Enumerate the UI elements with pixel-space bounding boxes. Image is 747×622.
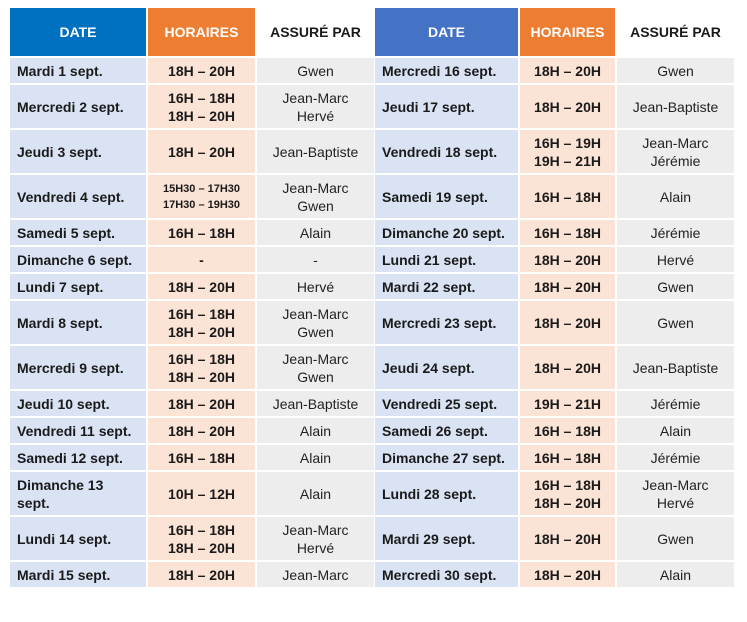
date-cell (375, 517, 518, 560)
assure-par-cell-line: Jean-Marc (282, 566, 349, 583)
date-cell-line: Mercredi 2 sept. (17, 98, 124, 115)
date-cell-line: Jeudi 17 sept. (382, 98, 475, 115)
date-cell (10, 301, 146, 344)
horaires-cell-line: 16H – 18H (168, 350, 235, 367)
date-cell (10, 562, 146, 587)
horaires-cell-line: 19H – 21H (534, 152, 601, 169)
horaires-cell (520, 418, 615, 443)
date-cell-line: Dimanche 20 sept. (382, 224, 505, 241)
horaires-cell (520, 391, 615, 416)
date-cell (375, 175, 518, 218)
horaires-cell-line: 18H – 20H (168, 143, 235, 160)
assure-par-cell (257, 445, 374, 470)
date-cell-line: Lundi 21 sept. (382, 251, 477, 268)
assure-par-cell (257, 472, 374, 515)
date-cell (375, 472, 518, 515)
assure-par-cell-line: Alain (299, 224, 332, 241)
table-row (10, 220, 374, 245)
date-cell-line: sept. (17, 494, 50, 511)
assure-par-cell (617, 220, 734, 245)
header-date: DATE (10, 8, 146, 56)
horaires-cell (520, 85, 615, 128)
assure-par-cell-line: Alain (299, 449, 332, 466)
table-row (375, 391, 734, 416)
date-cell (375, 562, 518, 587)
date-cell-line: Mardi 29 sept. (382, 530, 476, 547)
assure-par-cell-line: Gwen (657, 62, 694, 79)
assure-par-cell (617, 301, 734, 344)
assure-par-cell-line: Jean-Marc (282, 350, 349, 367)
date-cell (10, 517, 146, 560)
horaires-cell-line: 18H – 20H (534, 62, 601, 79)
table-row (375, 346, 734, 389)
date-cell-line: Samedi 26 sept. (382, 422, 488, 439)
horaires-cell (520, 130, 615, 173)
horaires-cell (520, 274, 615, 299)
assure-par-cell (617, 391, 734, 416)
table-row (10, 85, 374, 128)
horaires-cell-line: 16H – 18H (534, 476, 601, 493)
assure-par-cell (257, 562, 374, 587)
horaires-cell (148, 130, 255, 173)
horaires-cell (520, 175, 615, 218)
date-cell-line: Mercredi 9 sept. (17, 359, 124, 376)
header-assure-par: ASSURÉ PAR (617, 8, 734, 56)
date-cell (10, 220, 146, 245)
assure-par-cell (617, 472, 734, 515)
assure-par-cell-line: Hervé (296, 539, 335, 556)
table-body-right (375, 58, 734, 587)
horaires-cell (148, 301, 255, 344)
date-cell-line: Vendredi 4 sept. (17, 188, 125, 205)
assure-par-cell-line: Gwen (297, 368, 334, 385)
assure-par-cell-line: Jérémie (650, 395, 701, 412)
table-row (375, 85, 734, 128)
header-date: DATE (375, 8, 518, 56)
date-cell (375, 220, 518, 245)
horaires-cell-line: 18H – 20H (534, 278, 601, 295)
horaires-cell (520, 517, 615, 560)
horaires-cell (148, 418, 255, 443)
assure-par-cell-line: Jean-Marc (282, 89, 349, 106)
schedule-table-left (8, 6, 376, 589)
assure-par-cell-line: Alain (659, 566, 692, 583)
horaires-cell (148, 472, 255, 515)
assure-par-cell-line: Jean-Baptiste (632, 359, 719, 376)
assure-par-cell (617, 445, 734, 470)
date-cell-line: Lundi 14 sept. (17, 530, 112, 547)
date-cell (10, 346, 146, 389)
assure-par-cell (257, 391, 374, 416)
assure-par-cell (617, 85, 734, 128)
assure-par-cell-line: - (313, 251, 318, 268)
header-horaires: HORAIRES (148, 8, 255, 56)
horaires-cell-line: 16H – 18H (168, 449, 235, 466)
horaires-cell (148, 445, 255, 470)
table-row (375, 58, 734, 83)
assure-par-cell (257, 85, 374, 128)
horaires-cell-line: 18H – 20H (534, 251, 601, 268)
table-row (10, 274, 374, 299)
date-cell (10, 58, 146, 83)
date-cell (375, 274, 518, 299)
assure-par-cell (617, 418, 734, 443)
horaires-cell-line: 16H – 18H (168, 224, 235, 241)
date-cell (10, 418, 146, 443)
horaires-cell (520, 301, 615, 344)
assure-par-cell-line: Alain (299, 485, 332, 502)
table-row (375, 445, 734, 470)
horaires-cell-line: 17H30 – 19H30 (162, 198, 241, 211)
horaires-cell-line: 16H – 18H (168, 89, 235, 106)
assure-par-cell-line: Alain (659, 422, 692, 439)
horaires-cell-line: 18H – 20H (168, 422, 235, 439)
date-cell (375, 85, 518, 128)
date-cell-line: Vendredi 11 sept. (17, 422, 132, 439)
horaires-cell (148, 220, 255, 245)
assure-par-cell (257, 418, 374, 443)
horaires-cell-line: 16H – 18H (168, 305, 235, 322)
horaires-cell-line: 16H – 18H (534, 449, 601, 466)
table-row (10, 301, 374, 344)
date-cell-line: Dimanche 13 (17, 476, 104, 493)
date-cell (375, 247, 518, 272)
horaires-cell-line: 18H – 20H (534, 314, 601, 331)
date-cell (10, 445, 146, 470)
assure-par-cell (617, 58, 734, 83)
assure-par-cell (257, 130, 374, 173)
assure-par-cell-line: Hervé (656, 251, 695, 268)
horaires-cell (148, 85, 255, 128)
assure-par-cell (257, 220, 374, 245)
table-row (10, 247, 374, 272)
horaires-cell-line: 18H – 20H (168, 278, 235, 295)
date-cell (375, 346, 518, 389)
assure-par-cell-line: Hervé (296, 278, 335, 295)
assure-par-cell-line: Gwen (657, 314, 694, 331)
horaires-cell (148, 58, 255, 83)
assure-par-cell (617, 274, 734, 299)
table-row (375, 418, 734, 443)
horaires-cell-line: 18H – 20H (168, 107, 235, 124)
assure-par-cell-line: Gwen (297, 62, 334, 79)
horaires-cell (148, 391, 255, 416)
date-cell (375, 58, 518, 83)
horaires-cell-line: 19H – 21H (534, 395, 601, 412)
header-row (10, 8, 374, 56)
assure-par-cell-line: Jean-Baptiste (632, 98, 719, 115)
date-cell-line: Mardi 22 sept. (382, 278, 476, 295)
assure-par-cell-line: Jean-Marc (282, 179, 349, 196)
horaires-cell (520, 445, 615, 470)
table-row (375, 562, 734, 587)
horaires-cell (520, 247, 615, 272)
assure-par-cell-line: Jean-Baptiste (272, 143, 359, 160)
date-cell-line: Samedi 5 sept. (17, 224, 116, 241)
assure-par-cell-line: Hervé (296, 107, 335, 124)
horaires-cell (520, 220, 615, 245)
date-cell-line: Mardi 8 sept. (17, 314, 103, 331)
date-cell-line: Mercredi 30 sept. (382, 566, 497, 583)
table-row (375, 130, 734, 173)
horaires-cell-line: 18H – 20H (168, 323, 235, 340)
horaires-cell-line: - (199, 251, 204, 268)
assure-par-cell-line: Jean-Marc (642, 134, 709, 151)
table-row (375, 472, 734, 515)
horaires-cell (148, 274, 255, 299)
table-row (10, 445, 374, 470)
date-cell-line: Dimanche 27 sept. (382, 449, 505, 466)
date-cell (10, 247, 146, 272)
assure-par-cell (257, 175, 374, 218)
date-cell (10, 130, 146, 173)
assure-par-cell (257, 301, 374, 344)
date-cell (10, 274, 146, 299)
table-row (10, 472, 374, 515)
table-row (10, 130, 374, 173)
horaires-cell (148, 517, 255, 560)
table-row (10, 175, 374, 218)
date-cell-line: Mardi 1 sept. (17, 62, 103, 79)
horaires-cell-line: 18H – 20H (534, 359, 601, 376)
assure-par-cell (617, 175, 734, 218)
horaires-cell (520, 58, 615, 83)
assure-par-cell-line: Alain (659, 188, 692, 205)
assure-par-cell-line: Alain (299, 422, 332, 439)
assure-par-cell (257, 346, 374, 389)
date-cell-line: Jeudi 24 sept. (382, 359, 475, 376)
table-row (375, 301, 734, 344)
table-row (10, 58, 374, 83)
assure-par-cell (617, 247, 734, 272)
table-row (10, 391, 374, 416)
horaires-cell (520, 562, 615, 587)
table-row (375, 274, 734, 299)
horaires-cell-line: 18H – 20H (168, 539, 235, 556)
table-row (375, 220, 734, 245)
horaires-cell-line: 18H – 20H (168, 395, 235, 412)
horaires-cell-line: 16H – 18H (534, 188, 601, 205)
assure-par-cell-line: Gwen (657, 278, 694, 295)
date-cell-line: Mardi 15 sept. (17, 566, 111, 583)
assure-par-cell (257, 247, 374, 272)
assure-par-cell-line: Jérémie (650, 449, 701, 466)
date-cell-line: Jeudi 10 sept. (17, 395, 110, 412)
table-row (10, 562, 374, 587)
horaires-cell-line: 16H – 18H (168, 521, 235, 538)
assure-par-cell (257, 517, 374, 560)
assure-par-cell-line: Jean-Baptiste (272, 395, 359, 412)
horaires-cell-line: 18H – 20H (534, 566, 601, 583)
date-cell-line: Vendredi 25 sept. (382, 395, 498, 412)
date-cell (375, 301, 518, 344)
horaires-cell-line: 16H – 18H (534, 422, 601, 439)
horaires-cell-line: 16H – 18H (534, 224, 601, 241)
date-cell-line: Lundi 28 sept. (382, 485, 477, 502)
horaires-cell (148, 346, 255, 389)
horaires-cell-line: 15H30 – 17H30 (162, 182, 241, 195)
horaires-cell (520, 346, 615, 389)
table-row (375, 247, 734, 272)
assure-par-cell (257, 274, 374, 299)
date-cell-line: Lundi 7 sept. (17, 278, 104, 295)
table-row (375, 517, 734, 560)
table-body-left (10, 58, 374, 587)
assure-par-cell-line: Jean-Marc (642, 476, 709, 493)
horaires-cell-line: 18H – 20H (534, 98, 601, 115)
header-row (375, 8, 734, 56)
table-row (10, 517, 374, 560)
horaires-cell (148, 247, 255, 272)
date-cell (375, 130, 518, 173)
date-cell-line: Samedi 12 sept. (17, 449, 123, 466)
table-row (10, 346, 374, 389)
horaires-cell-line: 16H – 19H (534, 134, 601, 151)
assure-par-cell-line: Jean-Marc (282, 305, 349, 322)
horaires-cell (148, 562, 255, 587)
assure-par-cell (617, 562, 734, 587)
header-assure-par: ASSURÉ PAR (257, 8, 374, 56)
assure-par-cell-line: Gwen (297, 323, 334, 340)
assure-par-cell (257, 58, 374, 83)
assure-par-cell-line: Jérémie (650, 224, 701, 241)
horaires-cell-line: 18H – 20H (168, 566, 235, 583)
horaires-cell (148, 175, 255, 218)
date-cell (10, 175, 146, 218)
date-cell (375, 445, 518, 470)
horaires-cell-line: 10H – 12H (168, 485, 235, 502)
assure-par-cell (617, 346, 734, 389)
table-row (375, 175, 734, 218)
date-cell (375, 391, 518, 416)
assure-par-cell-line: Jean-Marc (282, 521, 349, 538)
horaires-cell-line: 18H – 20H (534, 494, 601, 511)
horaires-cell-line: 18H – 20H (534, 530, 601, 547)
header-horaires: HORAIRES (520, 8, 615, 56)
horaires-cell-line: 18H – 20H (168, 368, 235, 385)
assure-par-cell (617, 130, 734, 173)
assure-par-cell-line: Gwen (657, 530, 694, 547)
date-cell-line: Jeudi 3 sept. (17, 143, 102, 160)
assure-par-cell-line: Gwen (297, 197, 334, 214)
date-cell-line: Samedi 19 sept. (382, 188, 488, 205)
assure-par-cell (617, 517, 734, 560)
date-cell (375, 418, 518, 443)
schedule-table-right (373, 6, 736, 589)
assure-par-cell-line: Jérémie (650, 152, 701, 169)
horaires-cell-line: 18H – 20H (168, 62, 235, 79)
date-cell-line: Dimanche 6 sept. (17, 251, 133, 268)
date-cell (10, 85, 146, 128)
table-row (10, 418, 374, 443)
date-cell-line: Vendredi 18 sept. (382, 143, 498, 160)
date-cell (10, 391, 146, 416)
date-cell-line: Mercredi 23 sept. (382, 314, 497, 331)
assure-par-cell-line: Hervé (656, 494, 695, 511)
horaires-cell (520, 472, 615, 515)
date-cell-line: Mercredi 16 sept. (382, 62, 497, 79)
date-cell (10, 472, 146, 515)
